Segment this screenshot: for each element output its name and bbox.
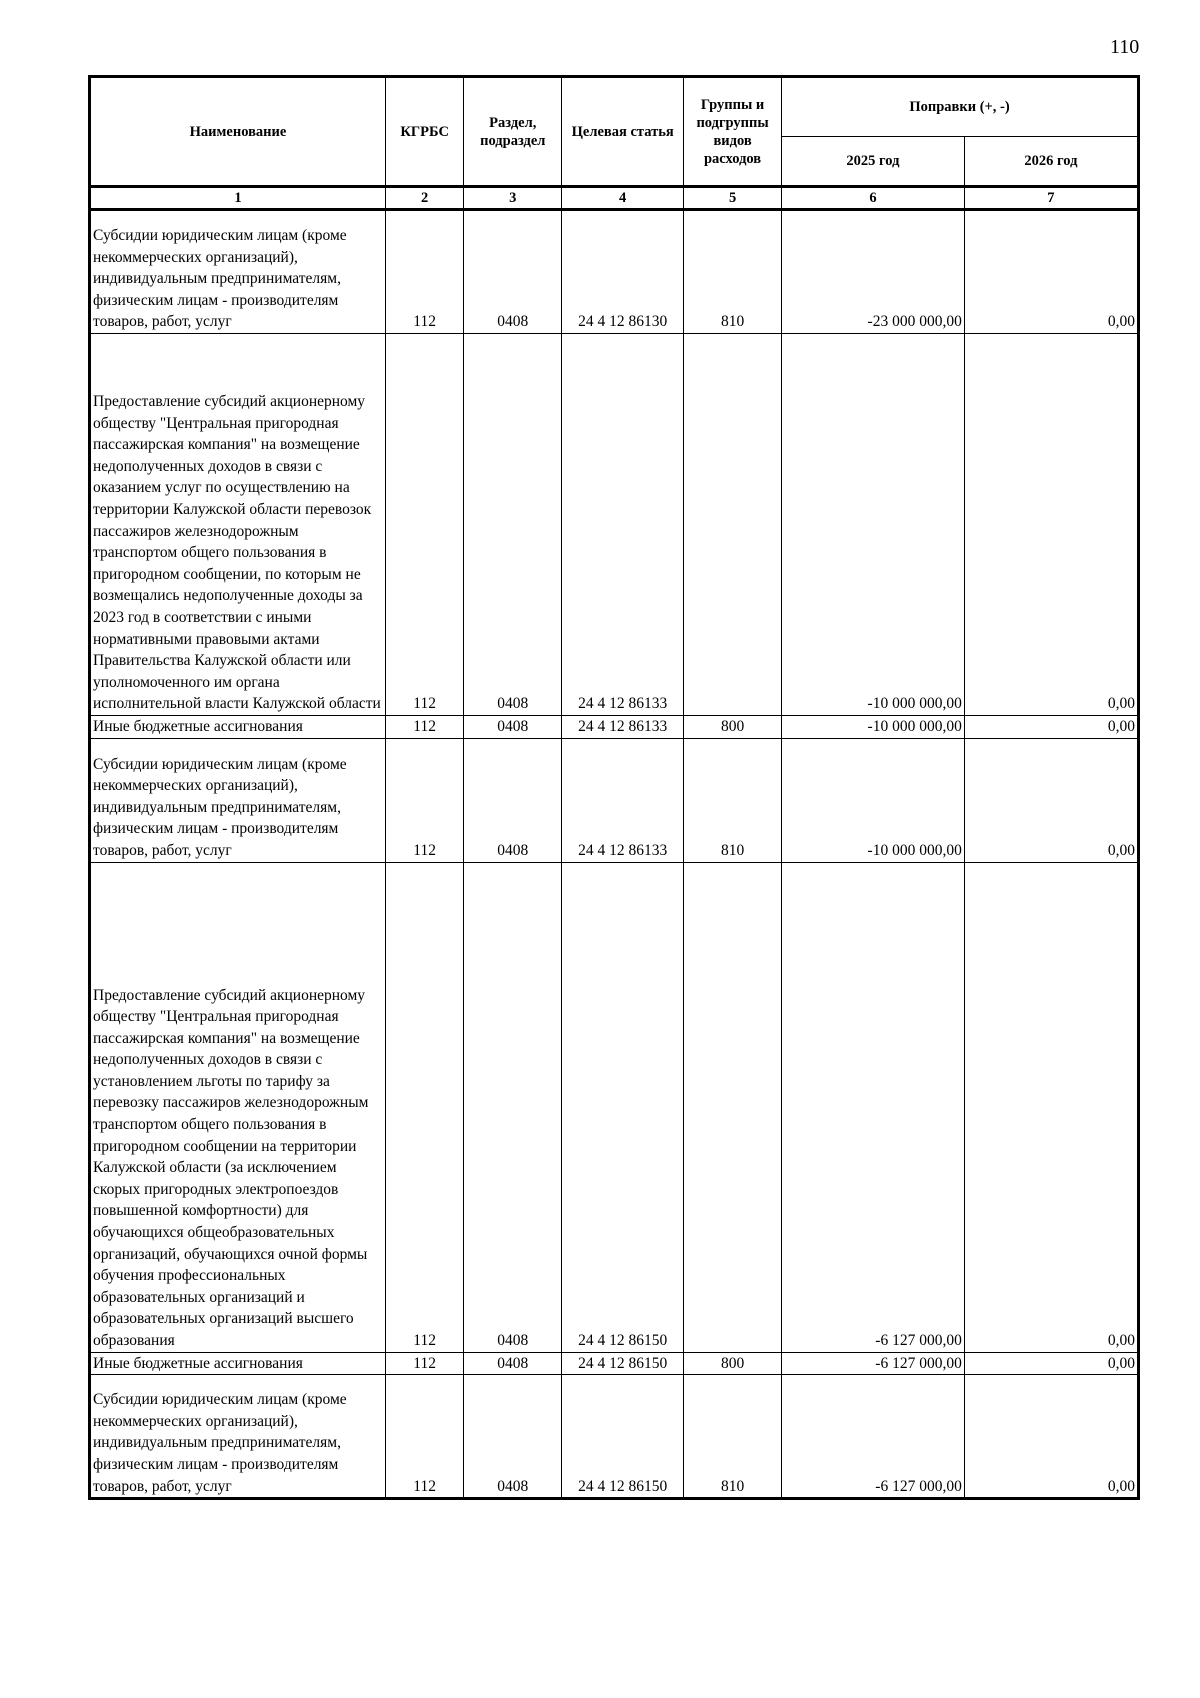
row-name: Субсидии юридическим лицам (кроме некоммерческих организаций), индивидуальным предпринимателям, физическим лицам - производителям товаров, работ, услуг [90, 738, 386, 862]
column-number: 3 [464, 187, 562, 210]
table-row [90, 716, 1139, 739]
row-2026: 0,00 [964, 210, 1138, 334]
row-name: Иные бюджетные ассигнования [90, 716, 386, 739]
column-number: 6 [782, 187, 965, 210]
table-row [90, 1375, 1139, 1499]
row-2026: 0,00 [964, 334, 1138, 716]
row-razdel: 0408 [464, 1375, 562, 1499]
row-2025: -10 000 000,00 [782, 716, 965, 739]
row-kgrbs: 112 [385, 716, 463, 739]
row-name: Предоставление субсидий акционерному обществу "Центральная пригородная пассажирская компания" на возмещение недополученных доходов в связи с установлением льготы по тарифу за перевозку пассажиров железнодорожным транспортом общего пользования в пригородном сообщении на территории Калужской области (за исключением скорых пригородных электропоездов повышенной комфортности) для обучающихся общеобразовательных организаций, обучающихся очной формы обучения профессиональных образовательных организаций и образовательных организаций высшего образования [90, 862, 386, 1352]
row-razdel: 0408 [464, 716, 562, 739]
row-2026: 0,00 [964, 716, 1138, 739]
row-2025: -6 127 000,00 [782, 862, 965, 1352]
header-tselevaya: Целевая статья [562, 77, 684, 187]
row-razdel: 0408 [464, 738, 562, 862]
row-vid: 800 [684, 716, 782, 739]
column-number: 5 [684, 187, 782, 210]
row-tselevaya: 24 4 12 86150 [562, 1352, 684, 1375]
header-year-2026: 2026 год [964, 137, 1138, 187]
row-2026: 0,00 [964, 862, 1138, 1352]
row-kgrbs: 112 [385, 334, 463, 716]
header-razdel: Раздел, подраздел [464, 77, 562, 187]
row-razdel: 0408 [464, 334, 562, 716]
row-vid: 800 [684, 1352, 782, 1375]
page-number: 110 [1110, 36, 1140, 58]
row-kgrbs: 112 [385, 738, 463, 862]
row-name: Субсидии юридическим лицам (кроме некоммерческих организаций), индивидуальным предпринимателям, физическим лицам - производителям товаров, работ, услуг [90, 210, 386, 334]
header-popravki: Поправки (+, -) [782, 77, 1139, 137]
table-row [90, 210, 1139, 334]
table-row [90, 1352, 1139, 1375]
row-vid [684, 334, 782, 716]
row-2025: -10 000 000,00 [782, 738, 965, 862]
row-razdel: 0408 [464, 210, 562, 334]
row-2025: -10 000 000,00 [782, 334, 965, 716]
column-number: 7 [964, 187, 1138, 210]
budget-amendments-table [88, 75, 1140, 1500]
row-razdel: 0408 [464, 862, 562, 1352]
header-gruppy: Группы и подгруппы видов расходов [684, 77, 782, 187]
row-2026: 0,00 [964, 1375, 1138, 1499]
row-2025: -23 000 000,00 [782, 210, 965, 334]
row-kgrbs: 112 [385, 862, 463, 1352]
row-kgrbs: 112 [385, 1352, 463, 1375]
row-name: Иные бюджетные ассигнования [90, 1352, 386, 1375]
row-tselevaya: 24 4 12 86133 [562, 716, 684, 739]
row-vid: 810 [684, 1375, 782, 1499]
row-razdel: 0408 [464, 1352, 562, 1375]
header-kgrbs: КГРБС [385, 77, 463, 187]
row-tselevaya: 24 4 12 86133 [562, 738, 684, 862]
row-name: Субсидии юридическим лицам (кроме некоммерческих организаций), индивидуальным предпринимателям, физическим лицам - производителям товаров, работ, услуг [90, 1375, 386, 1499]
row-tselevaya: 24 4 12 86133 [562, 334, 684, 716]
row-tselevaya: 24 4 12 86150 [562, 1375, 684, 1499]
column-number: 2 [385, 187, 463, 210]
header-name: Наименование [90, 77, 386, 187]
row-tselevaya: 24 4 12 86130 [562, 210, 684, 334]
row-name: Предоставление субсидий акционерному обществу "Центральная пригородная пассажирская компания" на возмещение недополученных доходов в связи с оказанием услуг по осуществлению на территории Калужской области перевозок пассажиров железнодорожным транспортом общего пользования в пригородном сообщении, по которым не возмещались недополученные доходы за 2023 год в соответствии с иными нормативными правовыми актами Правительства Калужской области или уполномоченного им органа исполнительной власти Калужской области [90, 334, 386, 716]
table-row [90, 738, 1139, 862]
header-year-2025: 2025 год [782, 137, 965, 187]
row-kgrbs: 112 [385, 1375, 463, 1499]
column-number: 4 [562, 187, 684, 210]
row-2026: 0,00 [964, 1352, 1138, 1375]
row-kgrbs: 112 [385, 210, 463, 334]
row-2025: -6 127 000,00 [782, 1352, 965, 1375]
row-vid: 810 [684, 210, 782, 334]
column-number: 1 [90, 187, 386, 210]
row-2025: -6 127 000,00 [782, 1375, 965, 1499]
row-vid: 810 [684, 738, 782, 862]
row-2026: 0,00 [964, 738, 1138, 862]
row-vid [684, 862, 782, 1352]
table-row [90, 334, 1139, 716]
table-row [90, 862, 1139, 1352]
row-tselevaya: 24 4 12 86150 [562, 862, 684, 1352]
